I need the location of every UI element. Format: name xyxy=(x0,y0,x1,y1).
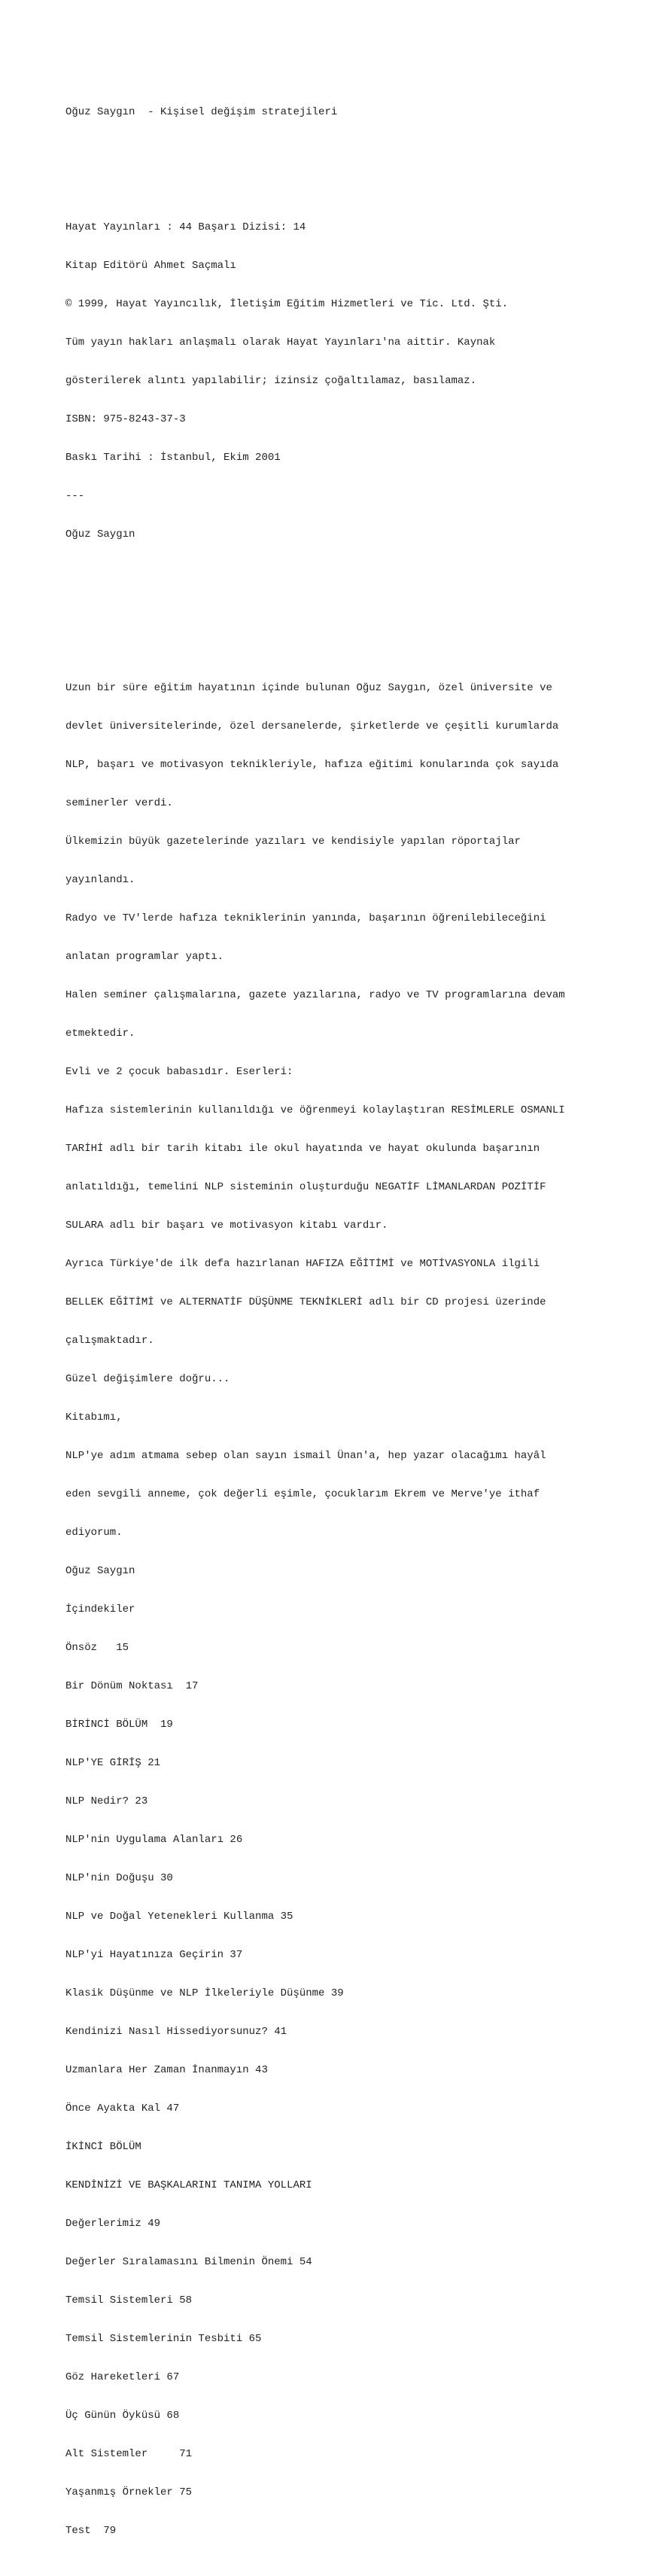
toc-entry: Klasik Düşünme ve NLP İlkeleriyle Düşünme 39 xyxy=(65,1987,344,1999)
toc-entry: Değerler Sıralamasını Bilmenin Önemi 54 xyxy=(65,2256,312,2268)
body-line: ediyorum. xyxy=(65,1527,123,1539)
toc-entry: Değerlerimiz 49 xyxy=(65,2218,161,2230)
toc-entry: NLP'yi Hayatınıza Geçirin 37 xyxy=(65,1949,243,1961)
isbn-line: ISBN: 975-8243-37-3 xyxy=(65,413,186,425)
body-line: etmektedir. xyxy=(65,1028,135,1040)
toc-entry: Yaşanmış Örnekler 75 xyxy=(65,2486,193,2498)
document-page xyxy=(65,81,660,2576)
toc-entry: NLP ve Doğal Yetenekleri Kullanma 35 xyxy=(65,1911,293,1923)
toc-entry: NLP'nin Doğuşu 30 xyxy=(65,1872,173,1884)
rights-line-1: Tüm yayın hakları anlaşmalı olarak Hayat Yayınları'na aittir. Kaynak xyxy=(65,336,496,349)
body-line: yayınlandı. xyxy=(65,874,135,886)
body-line: Güzel değişimlere doğru... xyxy=(65,1373,230,1385)
blank-line xyxy=(65,605,660,618)
toc-entry: NLP'YE GİRİŞ 21 xyxy=(65,1757,161,1769)
body-line: TARİHİ adlı bir tarih kitabı ile okul hayatında ve hayat okulunda başarının xyxy=(65,1143,540,1155)
body-line: anlatan programlar yaptı. xyxy=(65,951,224,963)
body-line: devlet üniversitelerinde, özel dersanelerde, şirketlerde ve çeşitli kurumlarda xyxy=(65,720,559,732)
body-line: BELLEK EĞİTİMİ ve ALTERNATİF DÜŞÜNME TEKNİKLERİ adlı bir CD projesi üzerinde xyxy=(65,1296,546,1308)
body-line: seminerler verdi. xyxy=(65,797,173,809)
editor-line: Kitap Editörü Ahmet Saçmalı xyxy=(65,260,236,272)
body-line: Hafıza sistemlerinin kullanıldığı ve öğrenmeyi kolaylaştıran RESİMLERLE OSMANLI xyxy=(65,1104,565,1116)
copyright-line: © 1999, Hayat Yayıncılık, İletişim Eğitim Hizmetleri ve Tic. Ltd. Şti. xyxy=(65,298,509,310)
body-line: Oğuz Saygın xyxy=(65,1565,135,1577)
toc-entry: NLP'nin Uygulama Alanları 26 xyxy=(65,1834,243,1846)
body-line: Uzun bir süre eğitim hayatının içinde bulunan Oğuz Saygın, özel üniversite ve xyxy=(65,682,552,694)
body-line: eden sevgili anneme, çok değerli eşimle, çocuklarım Ekrem ve Merve'ye ithaf xyxy=(65,1488,540,1500)
toc-heading: İçindekiler xyxy=(65,1603,135,1615)
toc-entry: Kendinizi Nasıl Hissediyorsunuz? 41 xyxy=(65,2026,287,2038)
publisher-series-line: Hayat Yayınları : 44 Başarı Dizisi: 14 xyxy=(65,221,306,233)
body-line: Kitabımı, xyxy=(65,1411,123,1423)
rights-line-2: gösterilerek alıntı yapılabilir; izinsiz çoğaltılamaz, basılamaz. xyxy=(65,375,477,387)
body-line: SULARA adlı bir başarı ve motivasyon kitabı vardır. xyxy=(65,1219,388,1232)
toc-entry: BİRİNCİ BÖLÜM 19 xyxy=(65,1719,173,1731)
toc-entry: Önsöz 15 xyxy=(65,1642,129,1654)
document-title-line: Oğuz Saygın - Kişisel değişim stratejileri xyxy=(65,106,338,118)
toc-entry: Alt Sistemler 71 xyxy=(65,2448,193,2460)
toc-entry: Temsil Sistemlerinin Tesbiti 65 xyxy=(65,2333,262,2345)
body-line: Evli ve 2 çocuk babasıdır. Eserleri: xyxy=(65,1066,293,1078)
toc-entry: Test 79 xyxy=(65,2525,117,2537)
toc-entry: İKİNCİ BÖLÜM xyxy=(65,2141,141,2153)
toc-entry: KENDİNİZİ VE BAŞKALARINI TANIMA YOLLARI xyxy=(65,2179,312,2191)
toc-entry: Üç Günün Öyküsü 68 xyxy=(65,2410,180,2422)
body-line: NLP, başarı ve motivasyon teknikleriyle, hafıza eğitimi konularında çok sayıda xyxy=(65,759,559,771)
toc-entry: Göz Hareketleri 67 xyxy=(65,2371,180,2383)
body-line: Halen seminer çalışmalarına, gazete yazılarına, radyo ve TV programlarına devam xyxy=(65,989,565,1001)
toc-entry: Bir Dönüm Noktası 17 xyxy=(65,1680,199,1692)
body-line: NLP'ye adım atmama sebep olan sayın ismail Ünan'a, hep yazar olacağımı hayâl xyxy=(65,1450,546,1462)
blank-line xyxy=(65,145,660,157)
publication-info-block xyxy=(65,196,660,567)
body-line: Ülkemizin büyük gazetelerinde yazıları ve kendisiyle yapılan röportajlar xyxy=(65,836,521,848)
toc-entry: Uzmanlara Her Zaman İnanmayın 43 xyxy=(65,2064,268,2076)
print-date-line: Baskı Tarihi : İstanbul, Ekim 2001 xyxy=(65,452,281,464)
separator-line: --- xyxy=(65,490,85,502)
body-line: Ayrıca Türkiye'de ilk defa hazırlanan HAFIZA EĞİTİMİ ve MOTİVASYONLA ilgili xyxy=(65,1258,540,1270)
toc-entry: NLP Nedir? 23 xyxy=(65,1795,148,1807)
body-line: Radyo ve TV'lerde hafıza tekniklerinin yanında, başarının öğrenilebileceğini xyxy=(65,912,546,924)
author-name-line: Oğuz Saygın xyxy=(65,528,135,540)
body-line: çalışmaktadır. xyxy=(65,1335,154,1347)
body-text-block xyxy=(65,656,660,2563)
toc-entry: Önce Ayakta Kal 47 xyxy=(65,2103,180,2115)
toc-entry: Temsil Sistemleri 58 xyxy=(65,2294,193,2307)
body-line: anlatıldığı, temelini NLP sisteminin oluşturduğu NEGATİF LİMANLARDAN POZİTİF xyxy=(65,1181,546,1193)
